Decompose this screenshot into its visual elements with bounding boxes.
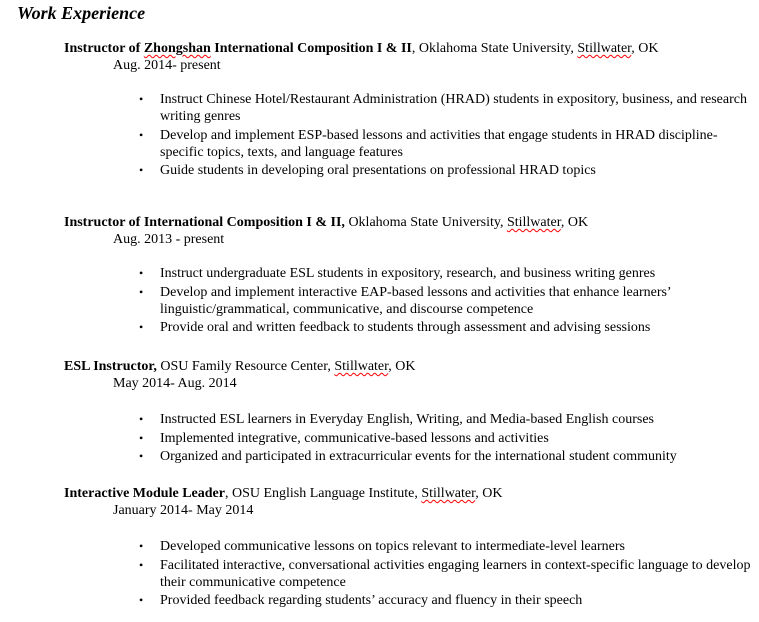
bullet-text: Provide oral and written feedback to students through assessment and advising sessions [160,320,651,335]
bullet-text: Instruct Chinese Hotel/Restaurant Administration (HRAD) students in expository, business, and research writing genres [160,92,747,124]
job-state: , OK [475,486,503,501]
bullet-icon: • [139,266,144,280]
job-org: , OSU English Language Institute, [224,486,422,501]
job-city: Stillwater [421,486,476,501]
job-dates: January 2014- May 2014 [113,503,254,518]
job-entry [64,485,754,611]
job-org: Oklahoma State University, [344,215,507,230]
bullet-text: Instruct undergraduate ESL students in expository, research, and business writing genres [160,266,656,281]
bullet-icon: • [139,557,144,572]
bullet-icon: • [139,127,144,142]
bullet-icon: • [139,449,144,463]
job-state: , OK [388,359,416,374]
job-entry [64,40,754,181]
bullet-text: Develop and implement ESP-based lessons and activities that engage students in HRAD discipline-specific topics, texts, and language features [160,127,718,160]
job-title-text: International Composition I & II [210,41,412,56]
job-city: Stillwater [506,215,561,230]
job-dates: May 2014- Aug. 2014 [113,376,237,391]
bullet-list [139,538,759,609]
list-item [139,284,759,318]
job-city: Stillwater [577,41,632,56]
bullet-text: Develop and implement interactive EAP-based lessons and activities that enhance learners’ linguistic/grammatical, communicative, and discourse competence [160,284,671,317]
job-org: OSU Family Resource Center, [156,359,335,374]
list-item [139,411,759,428]
section-title: Work Experience [17,3,146,23]
bullet-text: Instructed ESL learners in Everyday English, Writing, and Media-based English courses [160,412,654,427]
job-heading [64,358,754,375]
list-item [139,91,759,125]
list-item [139,538,759,555]
list-item [139,448,759,465]
bullet-icon: • [139,163,144,177]
list-item [139,127,759,161]
list-item [139,319,759,336]
job-heading [64,40,754,57]
job-title: Instructor of International Composition I & II, [64,215,345,230]
list-item [139,557,759,591]
job-dates: Aug. 2014- present [113,58,221,73]
list-item [139,265,759,282]
job-heading [64,214,754,231]
job-title [64,41,412,56]
bullet-icon: • [139,92,144,106]
bullet-icon: • [139,284,144,299]
job-title: Interactive Module Leader [64,486,225,501]
job-title-text: Instructor of [64,41,144,56]
bullet-icon: • [139,320,144,334]
bullet-icon: • [139,412,144,426]
job-state: , OK [560,215,589,230]
spellcheck-word: Zhongshan [143,41,211,56]
job-city: Stillwater [334,359,389,374]
bullet-text: Implemented integrative, communicative-based lessons and activities [160,430,549,446]
list-item [139,592,759,609]
bullet-text: Provided feedback regarding students’ accuracy and fluency in their speech [160,593,583,608]
job-entry [64,214,754,338]
job-title: ESL Instructor, [64,359,157,374]
bullet-text: Facilitated interactive, conversational activities engaging learners in context-specific language to develop their communicative competence [160,557,751,590]
job-dates: Aug. 2013 - present [113,232,225,247]
bullet-text: Developed communicative lessons on topics relevant to intermediate-level learners [160,539,625,554]
job-heading [64,485,754,502]
bullet-list [139,411,759,465]
job-org: , Oklahoma State University, [411,41,578,56]
job-state: , OK [631,41,659,56]
bullet-icon: • [139,593,144,607]
bullet-list [139,265,759,336]
job-entry [64,358,754,467]
bullet-text: Guide students in developing oral presentations on professional HRAD topics [160,163,596,178]
list-item [139,430,759,447]
bullet-icon: • [139,430,144,445]
bullet-list [139,91,759,179]
bullet-icon: • [139,539,144,553]
bullet-text: Organized and participated in extracurricular events for the international student community [160,449,677,464]
list-item [139,162,759,179]
